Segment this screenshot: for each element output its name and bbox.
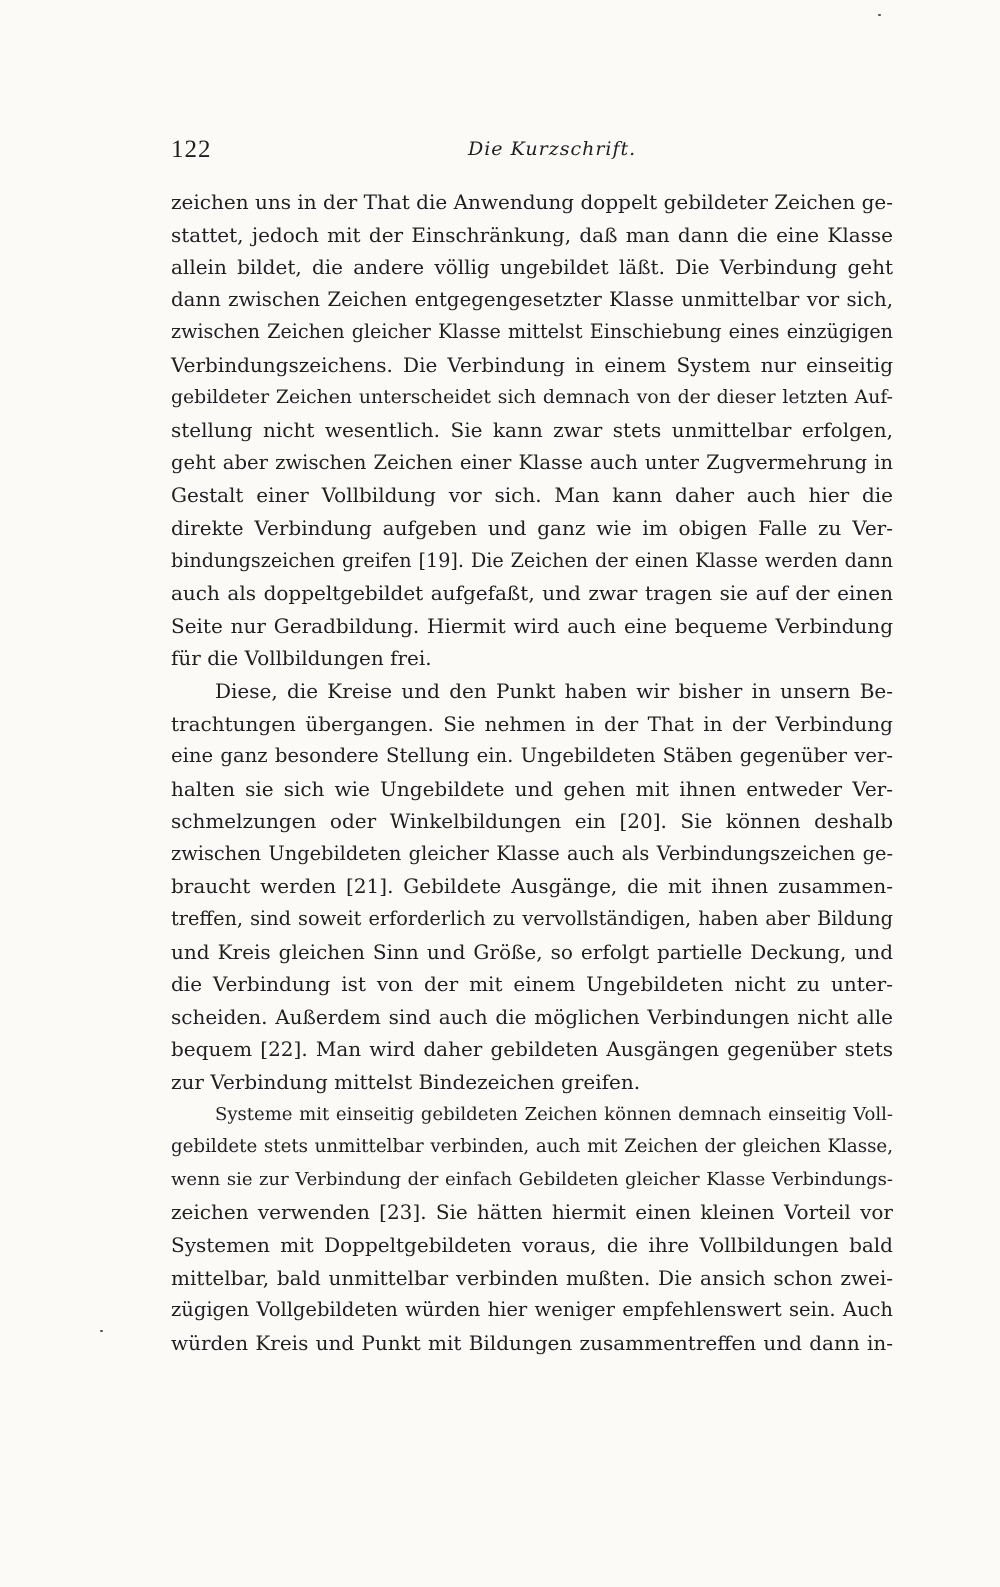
text-line: Gestalt einer Vollbildung vor sich. Man kann daher auch hier die [171,483,893,508]
text-line: dann zwischen Zeichen entgegengesetzter Klasse unmittelbar vor sich, [171,287,893,311]
text-line: zwischen Zeichen gleicher Klasse mittelst Einschiebung eines einzügigen [171,320,893,344]
text-line: würden Kreis und Punkt mit Bildungen zusammentreffen und dann in- [171,1330,893,1355]
paragraph [171,675,893,1099]
text-line: auch als doppeltgebildet aufgefaßt, und zwar tragen sie auf der einen [171,581,893,606]
scan-speck [878,14,881,16]
text-line: gebildeter Zeichen unterscheidet sich demnach von der dieser letzten Auf- [171,386,893,408]
text-line: Verbindungszeichens. Die Verbindung in einem System nur einseitig [171,352,893,377]
text-line: halten sie sich wie Ungebildete und gehen mit ihnen entweder Ver- [171,776,893,801]
text-line: und Kreis gleichen Sinn und Größe, so erfolgt partielle Deckung, und [171,939,893,964]
text-line: Systeme mit einseitig gebildeten Zeichen können demnach einseitig Voll- [215,1103,893,1125]
text-line: die Verbindung ist von der mit einem Ungebildeten nicht zu unter- [171,972,893,997]
text-line: wenn sie zur Verbindung der einfach Gebildeten gleicher Klasse Verbindungs- [171,1168,893,1190]
page-header [171,136,894,168]
text-line: braucht werden [21]. Gebildete Ausgänge, die mit ihnen zusammen- [171,874,893,899]
page-number: 122 [171,136,212,163]
text-line: gebildete stets unmittelbar verbinden, auch mit Zeichen der gleichen Klasse, [171,1136,893,1158]
paragraph [171,1099,893,1360]
text-line: stattet, jedoch mit der Einschränkung, daß man dann die eine Klasse [171,222,893,247]
body-text [171,186,893,1359]
scan-speck [100,1330,103,1332]
paragraph [171,186,893,675]
text-line: stellung nicht wesentlich. Sie kann zwar stets unmittelbar erfolgen, [171,418,893,443]
text-line: Seite nur Geradbildung. Hiermit wird auch eine bequeme Verbindung [171,613,893,638]
text-line: zügigen Vollgebildeten würden hier weniger empfehlenswert sein. Auch [171,1298,893,1322]
text-line: zwischen Ungebildeten gleicher Klasse auch als Verbindungszeichen ge- [171,841,893,865]
text-line: trachtungen übergangen. Sie nehmen in der That in der Verbindung [171,711,893,736]
text-line: allein bildet, die andere völlig ungebildet läßt. Die Verbindung geht [171,255,893,280]
text-line: bequem [22]. Man wird daher gebildeten Ausgängen gegenüber stets [171,1037,893,1062]
text-line: zeichen uns in der That die Anwendung doppelt gebildeter Zeichen ge- [171,190,893,214]
text-line: schmelzungen oder Winkelbildungen ein [20]. Sie können deshalb [171,809,893,834]
running-head: Die Kurzschrift. [468,138,637,160]
text-line: eine ganz besondere Stellung ein. Ungebildeten Stäben gegenüber ver- [171,744,893,768]
text-line: Diese, die Kreise und den Punkt haben wir bisher in unsern Be- [215,678,893,703]
text-line: zeichen verwenden [23]. Sie hätten hiermit einen kleinen Vorteil vor [171,1200,893,1225]
text-line: direkte Verbindung aufgeben und ganz wie im obigen Falle zu Ver- [171,515,893,540]
text-line: Systemen mit Doppeltgebildeten voraus, die ihre Vollbildungen bald [171,1233,893,1257]
text-line: mittelbar, bald unmittelbar verbinden mußten. Die ansich schon zwei- [171,1265,893,1290]
text-line: für die Vollbildungen frei. [171,646,432,671]
text-line: zur Verbindung mittelst Bindezeichen greifen. [171,1070,641,1095]
text-line: geht aber zwischen Zeichen einer Klasse auch unter Zugvermehrung in [171,450,893,474]
text-line: treffen, sind soweit erforderlich zu vervollständigen, haben aber Bildung [171,907,893,931]
text-line: bindungszeichen greifen [19]. Die Zeichen der einen Klasse werden dann [171,548,893,572]
text-line: scheiden. Außerdem sind auch die möglichen Verbindungen nicht alle [171,1004,893,1029]
